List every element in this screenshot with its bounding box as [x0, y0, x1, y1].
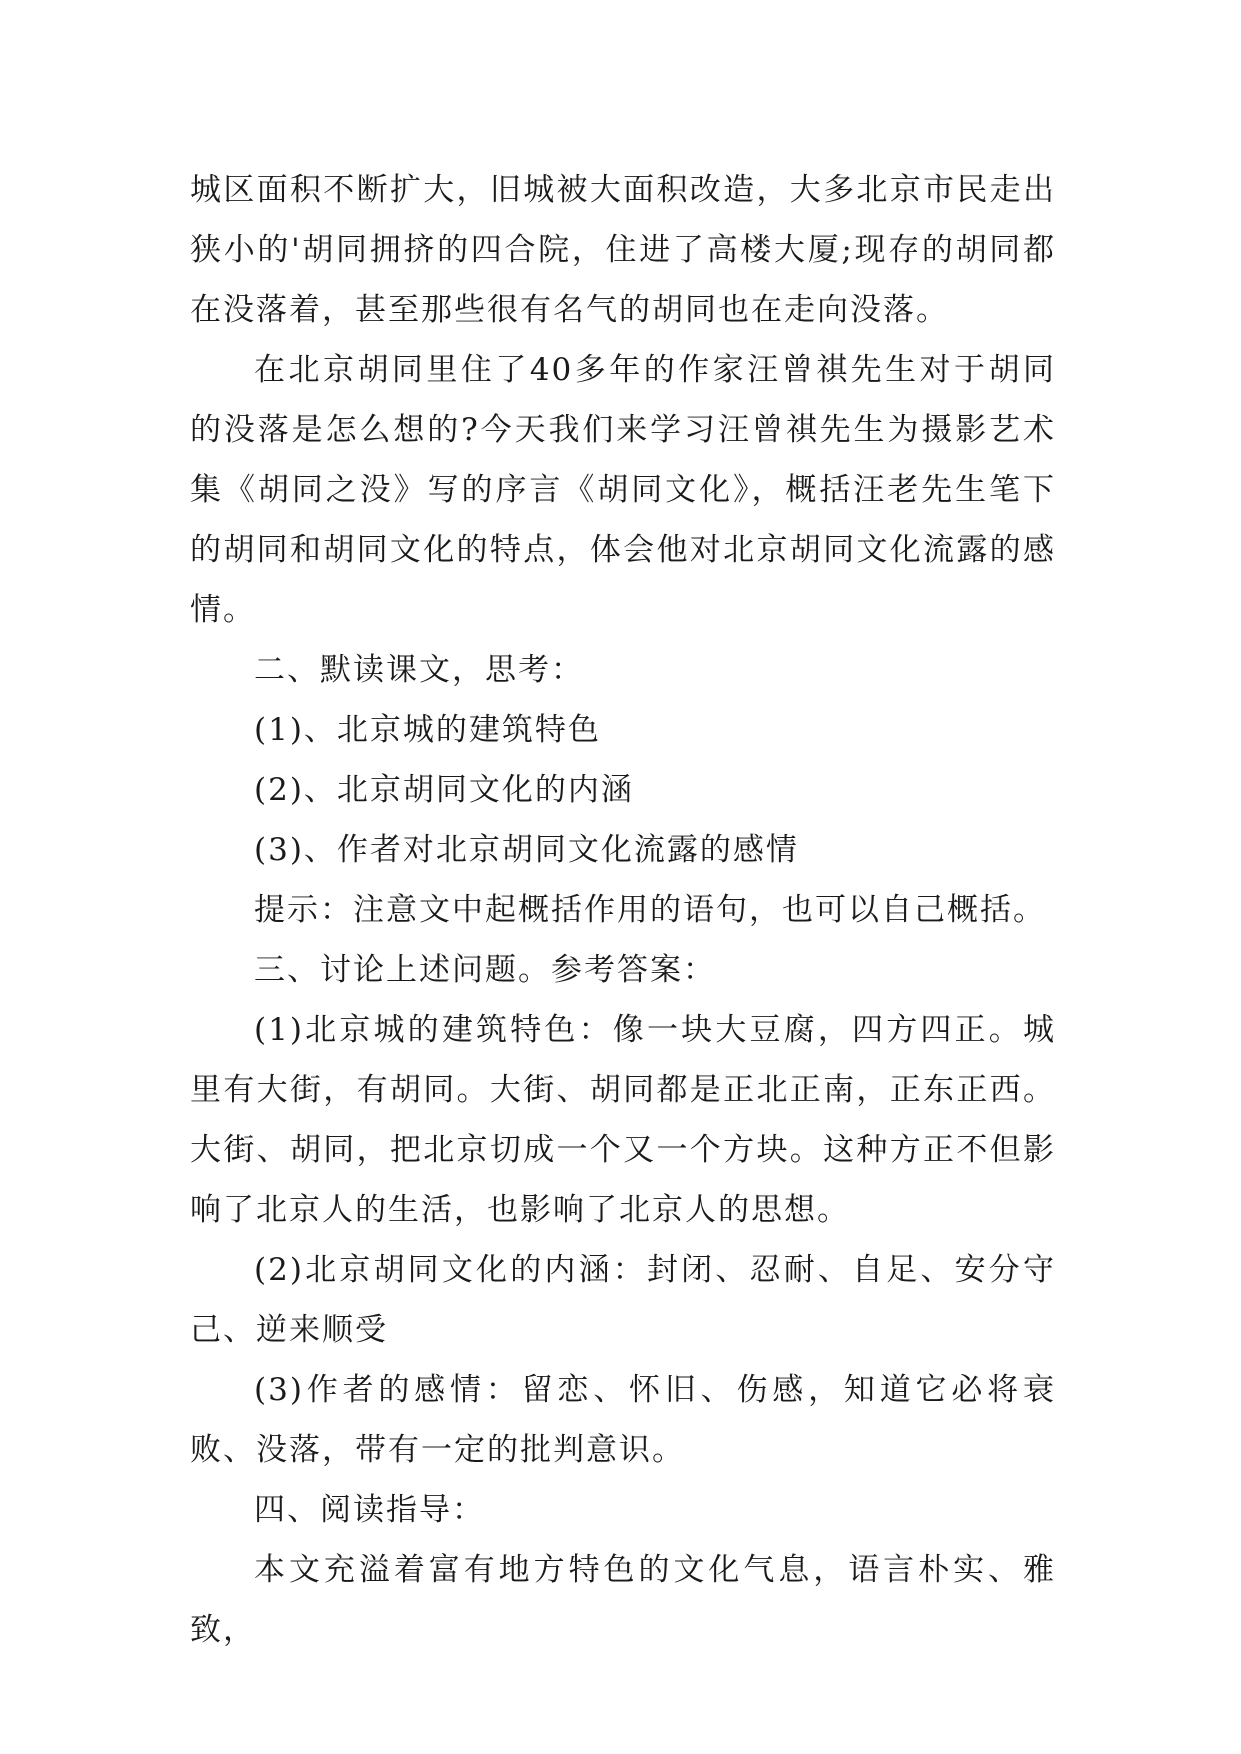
paragraph-intro-continued: 城区面积不断扩大，旧城被大面积改造，大多北京市民走出狭小的'胡同拥挤的四合院，住进了高楼大厦;现存的胡同都在没落着，甚至那些很有名气的胡同也在走向没落。 [190, 172, 1056, 328]
answer-item-3: (3)作者的感情：留恋、怀旧、伤感，知道它必将衰败、没落，带有一定的批判意识。 [190, 1372, 1056, 1468]
paragraph-reading-guide: 本文充溢着富有地方特色的文化气息，语言朴实、雅致， [190, 1552, 1056, 1648]
document-body [190, 160, 1056, 1660]
section-heading-3: 三、讨论上述问题。参考答案： [254, 952, 716, 988]
question-item-2: (2)、北京胡同文化的内涵 [254, 772, 634, 808]
paragraph-author-question: 在北京胡同里住了40多年的作家汪曾祺先生对于胡同的没落是怎么想的?今天我们来学习汪曾祺先生为摄影艺术集《胡同之没》写的序言《胡同文化》，概括汪老先生笔下的胡同和胡同文化的特点，体会他对北京胡同文化流露的感情。 [190, 352, 1056, 628]
answer-item-1: (1)北京城的建筑特色：像一块大豆腐，四方四正。城里有大街，有胡同。大街、胡同都是正北正南，正东正西。大街、胡同，把北京切成一个又一个方块。这种方正不但影响了北京人的生活，也影响了北京人的思想。 [190, 1012, 1056, 1228]
answer-item-2: (2)北京胡同文化的内涵：封闭、忍耐、自足、安分守己、逆来顺受 [190, 1252, 1056, 1348]
section-heading-4: 四、阅读指导： [254, 1492, 485, 1528]
section-heading-2: 二、默读课文，思考： [254, 652, 584, 688]
question-item-3: (3)、作者对北京胡同文化流露的感情 [254, 832, 799, 868]
hint-text: 提示：注意文中起概括作用的语句，也可以自己概括。 [254, 892, 1046, 928]
question-item-1: (1)、北京城的建筑特色 [254, 712, 601, 748]
